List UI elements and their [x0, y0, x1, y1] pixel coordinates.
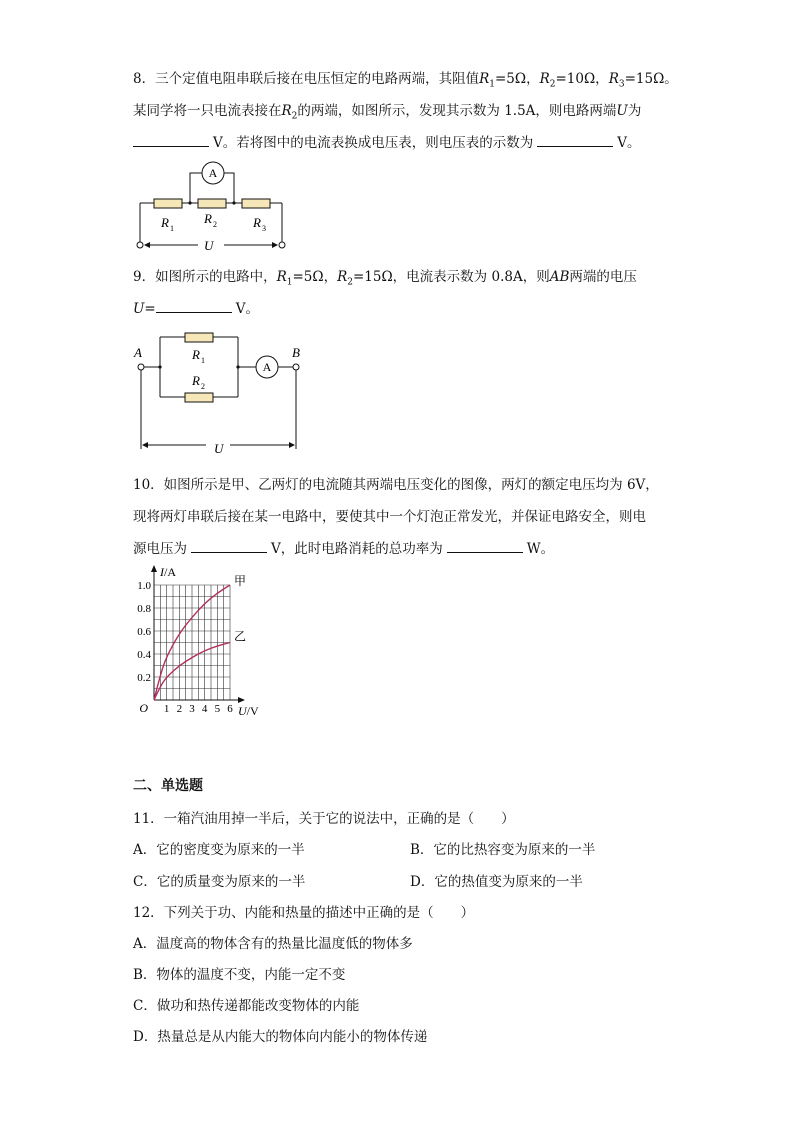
q11-option-c[interactable]: C．它的质量变为原来的一半	[133, 874, 306, 890]
q8-line3: V。若将图中的电流表换成电压表，则电压表的示数为 V。	[133, 131, 641, 151]
chart-grid	[154, 585, 230, 700]
svg-text:2: 2	[201, 382, 205, 391]
q8-circuit-diagram	[130, 155, 295, 255]
q9-circuit-diagram	[130, 325, 310, 460]
answer-blank[interactable]	[537, 133, 613, 147]
ammeter-label: A	[262, 360, 272, 374]
y-tick-label: 0.4	[137, 649, 151, 661]
x-axis-label: U/V	[238, 704, 259, 718]
svg-text:U: U	[204, 238, 214, 253]
origin-label: O	[139, 701, 148, 715]
q10-line1: 10．如图所示是甲、乙两灯的电流随其两端电压变化的图像，两灯的额定电压均为 6V，	[133, 477, 659, 493]
q11-option-b[interactable]: B．它的比热容变为原来的一半	[410, 842, 596, 858]
x-axis-arrow	[238, 697, 245, 703]
svg-text:R: R	[253, 215, 261, 230]
y-tick-label: 1.0	[137, 580, 151, 592]
q12-option-c[interactable]: C．做功和热传递都能改变物体的内能	[133, 998, 360, 1014]
q9-line1: 9．如图所示的电路中，$R_1=5\Omega$，$R_2=15\Omega$，电流表示数为 0.8A，则AB两端的电压	[133, 269, 637, 288]
r1-symbol: R	[479, 71, 490, 87]
svg-text:1: 1	[170, 224, 174, 233]
q11-option-d[interactable]: D．它的热值变为原来的一半	[410, 874, 583, 890]
svg-text:R: R	[192, 373, 200, 388]
chart-axes	[151, 565, 245, 703]
svg-text:R: R	[192, 347, 200, 362]
svg-text:R: R	[161, 215, 169, 230]
svg-text:3: 3	[262, 224, 266, 233]
y-tick-label: 0.6	[137, 626, 151, 638]
ammeter-label: A	[208, 166, 218, 180]
answer-blank[interactable]	[156, 299, 232, 313]
svg-text:2: 2	[213, 220, 217, 229]
svg-text:1: 1	[201, 356, 205, 365]
answer-blank[interactable]	[133, 133, 209, 147]
q10-line3: 源电压为 V，此时电路消耗的总功率为 W。	[133, 541, 555, 557]
x-tick-label: 6	[227, 703, 233, 715]
x-tick-label: 1	[163, 703, 170, 715]
x-tick-label: 4	[201, 703, 208, 715]
answer-blank[interactable]	[447, 539, 523, 553]
answer-blank[interactable]	[191, 539, 267, 553]
q10-line2: 现将两灯串联后接在某一电路中，要使其中一个灯泡正常发光，并保证电路安全，则电	[133, 509, 646, 525]
x-tick-label: 2	[176, 703, 183, 715]
svg-text:A: A	[134, 345, 142, 360]
q12-option-b[interactable]: B．物体的温度不变，内能一定不变	[133, 967, 346, 983]
svg-text:U: U	[214, 441, 224, 456]
q9-line2: U= V。	[133, 301, 259, 317]
series-label: 乙	[234, 629, 247, 644]
q11-stem: 11．一箱汽油用掉一半后，关于它的说法中，正确的是（ ）	[133, 811, 515, 827]
y-axis-arrow	[151, 565, 157, 572]
svg-text:B: B	[292, 345, 300, 360]
y-tick-label: 0.8	[137, 603, 151, 615]
x-tick-label: 3	[189, 703, 195, 715]
y-axis-label: I/A	[160, 565, 176, 579]
q8-line2: 某同学将一只电流表接在$R_2$的两端，如图所示，发现其示数为 1.5A，则电路两端U为	[133, 103, 642, 122]
q12-stem: 12．下列关于功、内能和热量的描述中正确的是（ ）	[133, 905, 475, 921]
q8-line1: 8．三个定值电阻串联后接在电压恒定的电路两端，其阻值$R_1=5\Omega$，$R_2=10\Omega$，$R_3=15\Omega$。	[133, 71, 678, 90]
q11-option-a[interactable]: A．它的密度变为原来的一半	[133, 842, 305, 858]
series-label: 甲	[234, 574, 247, 588]
iu-graph-chart	[130, 562, 270, 722]
q12-option-a[interactable]: A．温度高的物体含有的热量比温度低的物体多	[133, 936, 413, 952]
svg-text:R: R	[204, 211, 212, 226]
x-tick-label: 5	[214, 703, 221, 715]
y-tick-label: 0.2	[137, 672, 151, 684]
q12-option-d[interactable]: D．热量总是从内能大的物体向内能小的物体传递	[133, 1029, 428, 1045]
section-heading: 二、单选题	[133, 778, 203, 794]
